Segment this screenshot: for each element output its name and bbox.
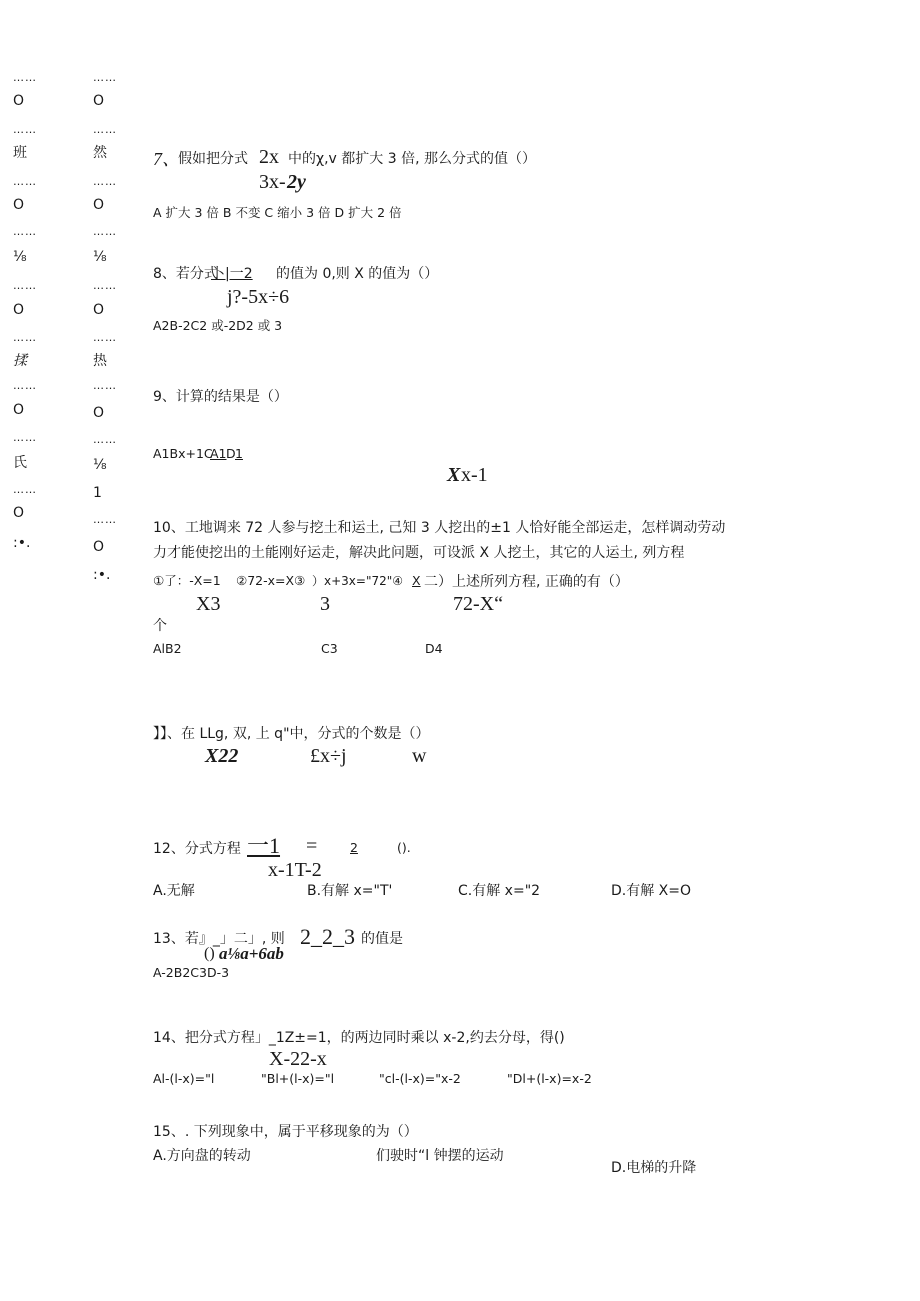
margin-char: ⅛ (93, 249, 107, 265)
margin-circle: O (93, 405, 105, 421)
answer-options: A2B-2C2 或-2D2 或 3 (153, 318, 283, 333)
margin-dots: …… (13, 483, 37, 496)
margin-dots: …… (13, 123, 37, 136)
fraction-denominator: 3x- (259, 171, 286, 193)
margin-char: ⅛ (13, 249, 27, 265)
fraction-denominator: j?-5x÷6 (227, 286, 290, 308)
margin-circle: O (93, 197, 105, 213)
margin-circle: O (93, 539, 105, 555)
answer-option-c: C3 (321, 641, 338, 656)
question-note: 个 (153, 618, 167, 634)
question-text-line: 力才能使挖出的土能刚好运走，解决此问题，可设派 X 人挖土，其它的人运土, 列方程 (153, 545, 685, 561)
formula-denominator: a⅛a+6ab (219, 944, 284, 963)
answer-option-a: AlB2 (153, 641, 182, 656)
question-text: 9、计算的结果是（） (153, 389, 288, 405)
question-text: 假如把分式 (178, 151, 248, 167)
margin-char: 班 (13, 145, 27, 161)
fraction-numerator: 卜|一2 (211, 266, 253, 282)
question-text: 的值为 0,则 X 的值为（） (276, 266, 439, 282)
margin-dots: …… (93, 175, 117, 188)
answer-option-d: D.电梯的升降 (611, 1160, 697, 1176)
question-text: 13、若』_」二」, 则 (153, 931, 285, 947)
margin-dots: …… (13, 71, 37, 84)
margin-char: ⅛ (93, 457, 107, 473)
question-text: 中的χ,v 都扩大 3 倍, 那么分式的值（） (288, 151, 536, 167)
answer-option-underlined: A1 (210, 446, 227, 461)
answer-option-b: 们驶时“l 钟摆的运动 (376, 1148, 504, 1164)
fraction-denominator: x-1T-2 (268, 859, 322, 881)
answer-options: A1Bx+1C (153, 446, 213, 461)
margin-char: 然 (93, 145, 107, 161)
answer-option-b: "Bl+(l-x)="l (261, 1071, 335, 1086)
formula-paren: () (204, 945, 215, 962)
margin-dots: …… (93, 331, 117, 344)
margin-dots: …… (13, 175, 37, 188)
question-text: 8、若分式 (153, 266, 218, 282)
answer-options: A 扩大 3 倍 B 不变 C 缩小 3 倍 D 扩大 2 倍 (153, 205, 402, 220)
answer-option-b: B.有解 x="T' (307, 883, 393, 899)
margin-circle: O (13, 197, 25, 213)
answer-option-a: Al-(l-x)="l (153, 1071, 215, 1086)
question-text-line: 10、工地调来 72 人参与挖土和运土, 己知 3 人挖出的±1 人恰好能全部运走，怎样调动劳动 (153, 520, 726, 536)
margin-circle: O (13, 302, 25, 318)
margin-char: 氏 (13, 455, 27, 471)
margin-dots: …… (93, 513, 117, 526)
fraction-denominator-variable: 2y (287, 171, 306, 193)
margin-dots: …… (13, 431, 37, 444)
fraction-denominator: 72-X“ (453, 593, 503, 615)
question-text: 12、分式方程 (153, 841, 241, 857)
equation-4: X (412, 573, 421, 588)
answer-options: A-2B2C3D-3 (153, 965, 230, 980)
margin-char: 揉 (13, 353, 27, 369)
answer-option-c: C.有解 x="2 (458, 883, 541, 899)
margin-dots: …… (93, 279, 117, 292)
answer-option-a: A.无解 (153, 883, 195, 899)
formula: 2_2_3 (300, 924, 355, 949)
question-text: 的值是 (361, 931, 403, 947)
margin-circle: O (13, 402, 25, 418)
margin-char: 1 (93, 485, 102, 501)
answer-option-a: A.方向盘的转动 (153, 1148, 251, 1164)
answer-options: D (226, 446, 236, 461)
margin-dots: …… (93, 379, 117, 392)
margin-dots: …… (13, 331, 37, 344)
fraction-denominator: 3 (320, 593, 330, 615)
equation-1: ①了：-X=1 (153, 573, 221, 588)
margin-circle: O (13, 93, 25, 109)
margin-mark: :•. (13, 535, 31, 551)
formula: x-1 (461, 464, 488, 486)
fraction-numerator: 2x (259, 146, 279, 168)
margin-circle: O (93, 93, 105, 109)
question-text: 二）上述所列方程, 正确的有（） (424, 574, 629, 590)
answer-option-underlined: 1 (235, 446, 243, 461)
margin-mark: :•. (93, 567, 111, 583)
equation-3: ）x+3x="72"④ (312, 574, 404, 588)
margin-circle: O (13, 505, 25, 521)
fraction-denominator: X-22-x (269, 1048, 327, 1070)
question-text: (). (397, 840, 411, 855)
answer-option-c: "cl-(l-x)="x-2 (379, 1071, 461, 1086)
answer-option-d: "Dl+(l-x)=x-2 (507, 1071, 592, 1086)
margin-dots: …… (13, 225, 37, 238)
margin-dots: …… (13, 379, 37, 392)
fraction-denominator: X3 (196, 593, 221, 615)
question-number: 7、 (153, 149, 180, 169)
question-text: 】】、在 LLg, 双, 上 q"中，分式的个数是（） (153, 726, 430, 742)
fraction-numerator: 一1 (247, 833, 281, 858)
margin-char: 热 (93, 353, 107, 369)
margin-dots: …… (13, 279, 37, 292)
question-text: 15、. 下列现象中，属于平移现象的为（） (153, 1124, 418, 1140)
formula-variable: X (447, 464, 461, 486)
equals-sign: = (306, 835, 318, 857)
margin-dots: …… (93, 123, 117, 136)
margin-circle: O (93, 302, 105, 318)
formula: X22 (205, 745, 239, 767)
equation-2: ②72-x=X③ (236, 573, 306, 588)
answer-option-d: D.有解 X=O (611, 883, 692, 899)
fraction-numerator: 2 (350, 840, 358, 855)
margin-dots: …… (93, 433, 117, 446)
formula: w (412, 745, 427, 767)
answer-option-d: D4 (425, 641, 443, 656)
formula: £x÷j (310, 745, 347, 767)
margin-dots: …… (93, 71, 117, 84)
question-text: 14、把分式方程」_1Z±=1，的两边同时乘以 x-2,约去分母，得() (153, 1030, 565, 1046)
margin-dots: …… (93, 225, 117, 238)
